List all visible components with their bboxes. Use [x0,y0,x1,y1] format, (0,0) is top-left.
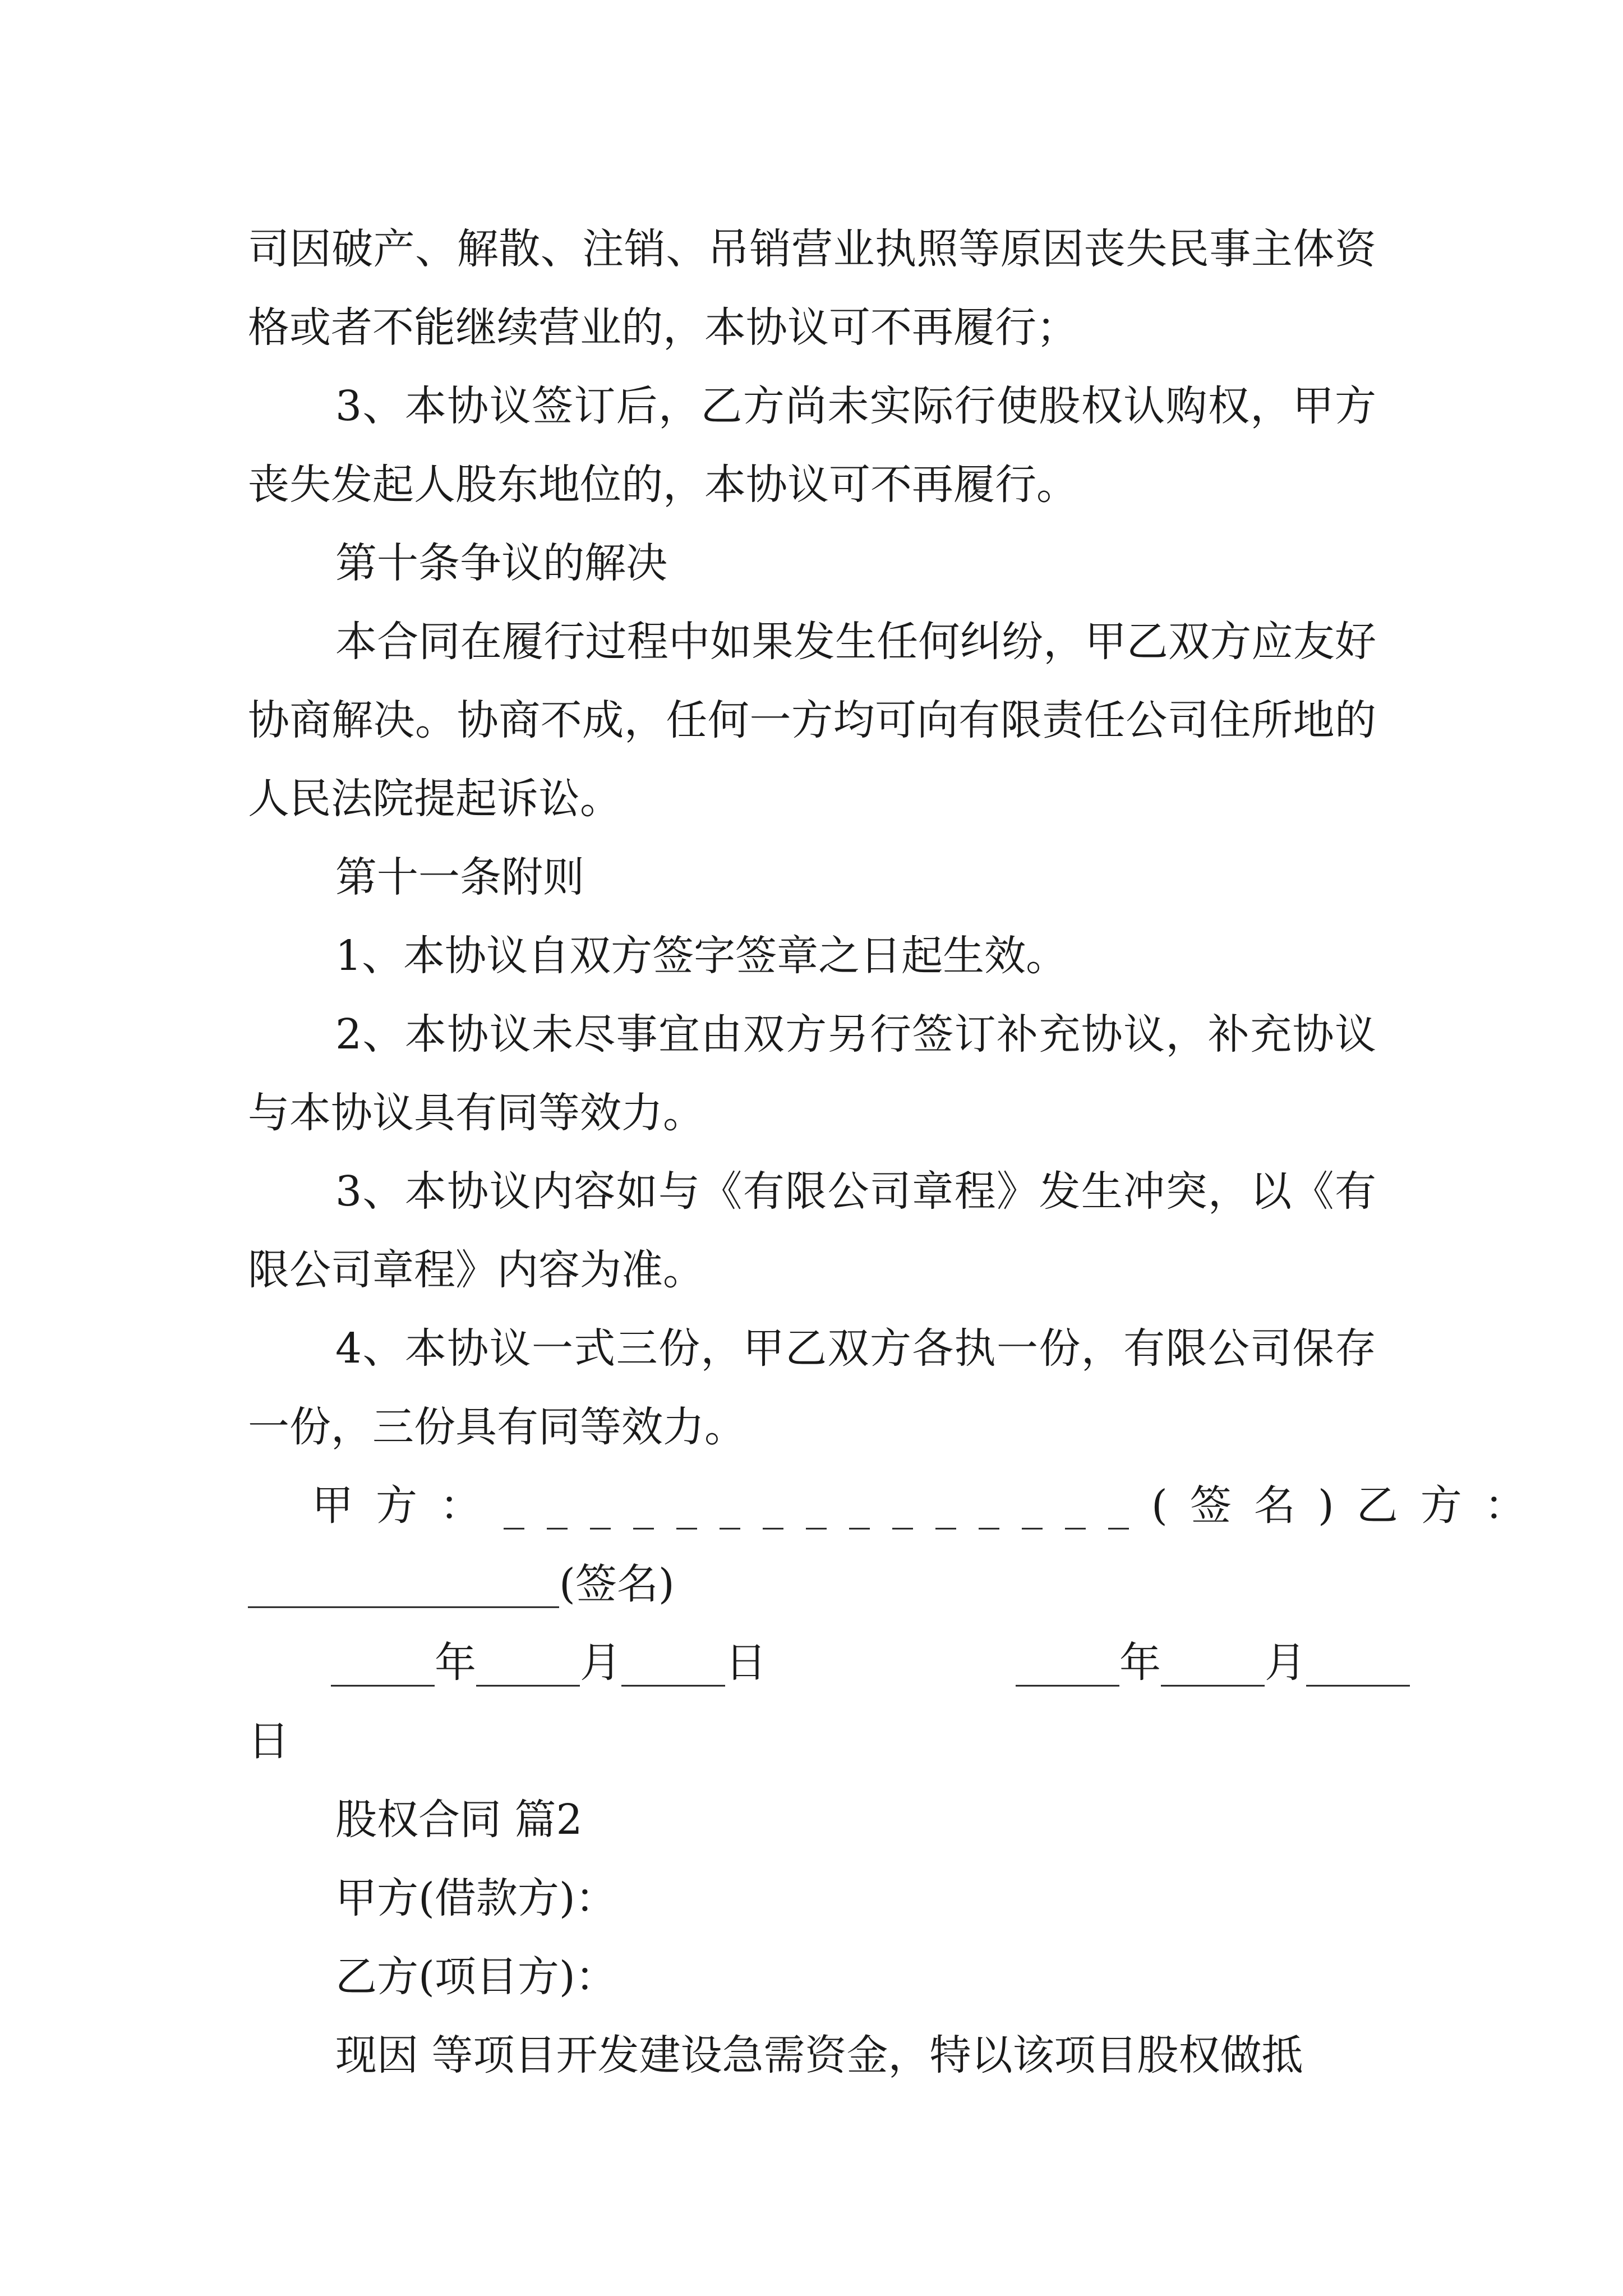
party-a-label: 甲方(借款方)： [335,1874,617,1922]
party-b-label: 乙方(项目方)： [335,1953,617,2001]
signature-line-parties: 甲方：_______________(签名)乙方： [248,1481,1548,1530]
paragraph-supplementary-clause: 2、本协议未尽事宜由双方另行签订补充协议，补充协议与本协议具有同等效力。 [248,1010,1376,1137]
paragraph-loan-reason: 现因 等项目开发建设急需资金，特以该项目股权做抵 [335,2031,1303,2079]
paragraph-clause-3: 3、本协议签订后，乙方尚未实际行使股权认购权，甲方丧失发起人股东地位的，本协议可不再履行。 [248,382,1376,509]
signature-line-party-b: _______________(签名) [248,1560,675,1608]
date-line: _____年_____月_____日 _____年_____月_____ [248,1639,1410,1687]
paragraph-dispute-resolution: 本合同在履行过程中如果发生任何纠纷，甲乙双方应友好协商解决。协商不成，任何一方均可向有限责任公司住所地的人民法院提起诉讼。 [248,618,1376,823]
paragraph-effective-clause: 1、本协议自双方签字签章之日起生效。 [335,932,1068,980]
paragraph-copies-clause: 4、本协议一式三份，甲乙双方各执一份，有限公司保存一份，三份具有同等效力。 [248,1324,1376,1451]
paragraph-bankruptcy-clause: 司因破产、解散、注销、吊销营业执照等原因丧失民事主体资格或者不能继续营业的，本协议可不再履行； [248,225,1376,352]
article-10-heading: 第十条争议的解决 [335,539,667,587]
article-11-heading: 第十一条附则 [335,853,584,901]
paragraph-conflict-clause: 3、本协议内容如与《有限公司章程》发生冲突，以《有限公司章程》内容为准。 [248,1167,1376,1294]
date-line-continued: 日 [248,1717,289,1765]
document-body [248,210,1548,2095]
section-title: 股权合同 篇2 [335,1796,583,1844]
